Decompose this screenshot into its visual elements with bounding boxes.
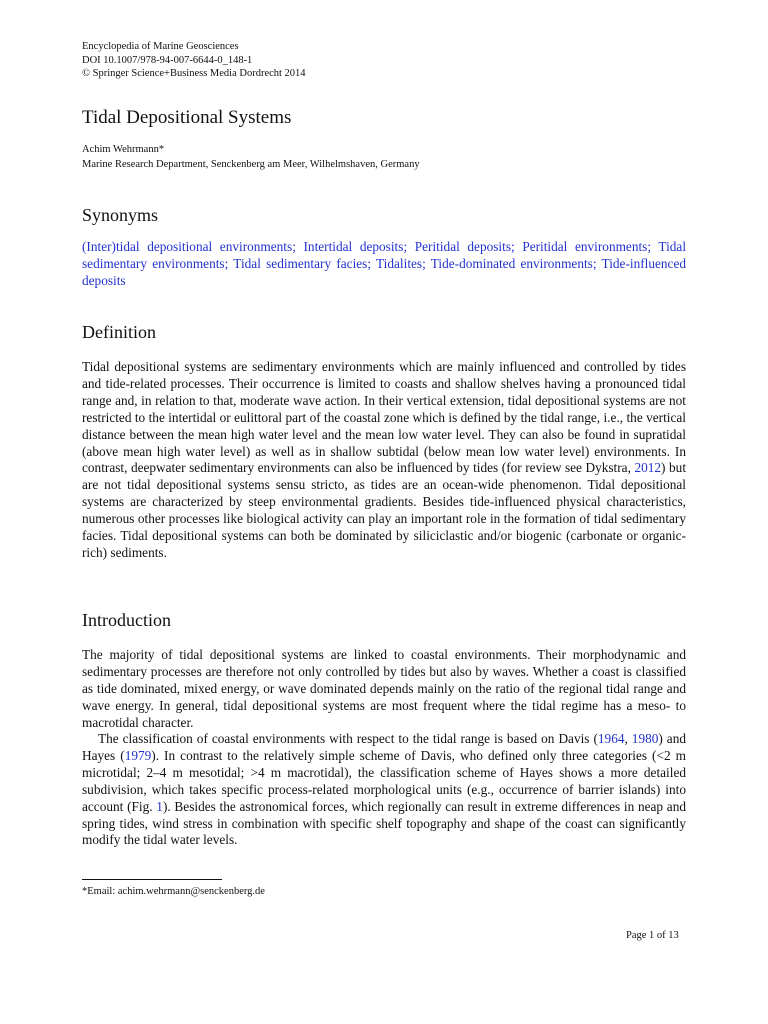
synonym-link[interactable]: Tidal sedimentary environments	[82, 239, 687, 271]
author-block	[82, 143, 420, 172]
synonyms-heading: Synonyms	[82, 205, 159, 225]
synonyms-list: (Inter)tidal depositional environments; Intertidal deposits; Peritidal deposits; Peritidal environments; Tidal sedimentary environments; Tidal sedimentary facies; Tidalites; Tide-dominated environments; Tide-influenced deposits	[82, 239, 687, 288]
paragraph-text: ). In contrast to the relatively simple scheme of Davis, who defined only three categories (<2 m microtidal; 2–4 m mesotidal; >4 m macrotidal), the classification scheme of Hayes shows a more detailed subdivision, which takes specific process-related morphological units (e.g., occurrence of barrier islands) into account (Fig.	[82, 747, 686, 814]
journal-name: Encyclopedia of Marine Geosciences	[82, 41, 239, 52]
figure-link[interactable]: 1	[156, 798, 163, 814]
citation-link[interactable]: 1964	[597, 731, 625, 746]
synonym-link[interactable]: Tide-influenced deposits	[82, 255, 686, 288]
author-affiliation: Marine Research Department, Senckenberg am Meer, Wilhelmshaven, Germany	[82, 158, 420, 170]
paragraph-text: ) but are not tidal depositional systems sensu stricto, as tides are an ocean-wide phenomenon. Tidal depositional systems are characterized by steep environmental gradients. Besides tide-influenced physical characteristics, numerous other processes like biological activity can play an important role in the formation of tidal sedimentary facies. Tidal depositional systems can both be dominated by siliciclastic and/or biogenic (carbonate or organic-rich) sediments.	[82, 460, 687, 560]
page-title: Tidal Depositional Systems	[82, 107, 292, 128]
introduction-heading: Introduction	[82, 610, 171, 630]
footnote-divider	[82, 879, 222, 880]
definition-heading: Definition	[82, 322, 156, 342]
synonym-link[interactable]: Intertidal deposits	[303, 239, 404, 254]
author-email-footnote[interactable]: *Email: achim.wehrmann@senckenberg.de	[82, 886, 265, 897]
synonym-link[interactable]: (Inter)tidal depositional environments	[82, 239, 293, 254]
paragraph-text: The classification of coastal environments with respect to the tidal range is based on Davis (	[98, 731, 598, 746]
synonym-link[interactable]: Peritidal deposits	[414, 239, 511, 254]
publication-meta	[82, 40, 306, 81]
definition-paragraph	[82, 359, 686, 562]
synonym-link[interactable]: Tidalites	[376, 255, 423, 271]
introduction-paragraph-2	[82, 731, 686, 849]
citation-link[interactable]: 1979	[124, 747, 152, 763]
synonym-link[interactable]: Tide-dominated environments	[430, 255, 593, 271]
synonym-link[interactable]: Tidal sedimentary facies	[233, 255, 368, 271]
synonym-link[interactable]: Peritidal environments	[522, 239, 648, 254]
paragraph-text: ). Besides the astronomical forces, which regionally can result in extreme differences in neap and spring tides, wind stress in combination with specific shelf topography and shape of the coast can significantly modify the tidal water levels.	[82, 798, 687, 848]
copyright: © Springer Science+Business Media Dordrecht 2014	[82, 68, 306, 79]
page-number: Page 1 of 13	[626, 930, 679, 941]
author-name: Achim Wehrmann*	[82, 144, 165, 155]
paragraph-text: ,	[624, 731, 632, 746]
introduction-paragraph-1: The majority of tidal depositional systems are linked to coastal environments. Their morphodynamic and sedimentary processes are therefore not only controlled by tides but also by waves. Whether a coast is classified as tide dominated, mixed energy, or wave dominated depends mainly on the ratio of the regional tidal range and wave energy. In general, tidal depositional systems are most frequent where the tidal regime has a meso- to macrotidal character.	[82, 647, 686, 730]
citation-link[interactable]: 1980	[631, 731, 659, 746]
citation-link[interactable]: 2012	[634, 460, 662, 476]
paragraph-text: ) and Hayes (	[82, 731, 687, 763]
doi[interactable]: DOI 10.1007/978-94-007-6644-0_148-1	[82, 54, 253, 66]
paragraph-text: Tidal depositional systems are sedimentary environments which are mainly influenced and controlled by tides and tide-related processes. Their occurrence is limited to coasts and shallow shelves having a pronounced tidal range and, in relation to that, moderate wave action. In their vertical extension, tidal depositional systems are not restricted to the intertidal or eulittoral part of the coastal zone which is defined by the tidal range, i.e., the vertical distance between the mean high water level and the mean low water level. They can also be found in supratidal (above mean high water level) as well as in shallow subtidal (below mean low water level) environments. In contrast, deepwater sedimentary environments can also be influenced by tides (for review see Dykstra,	[82, 359, 686, 476]
